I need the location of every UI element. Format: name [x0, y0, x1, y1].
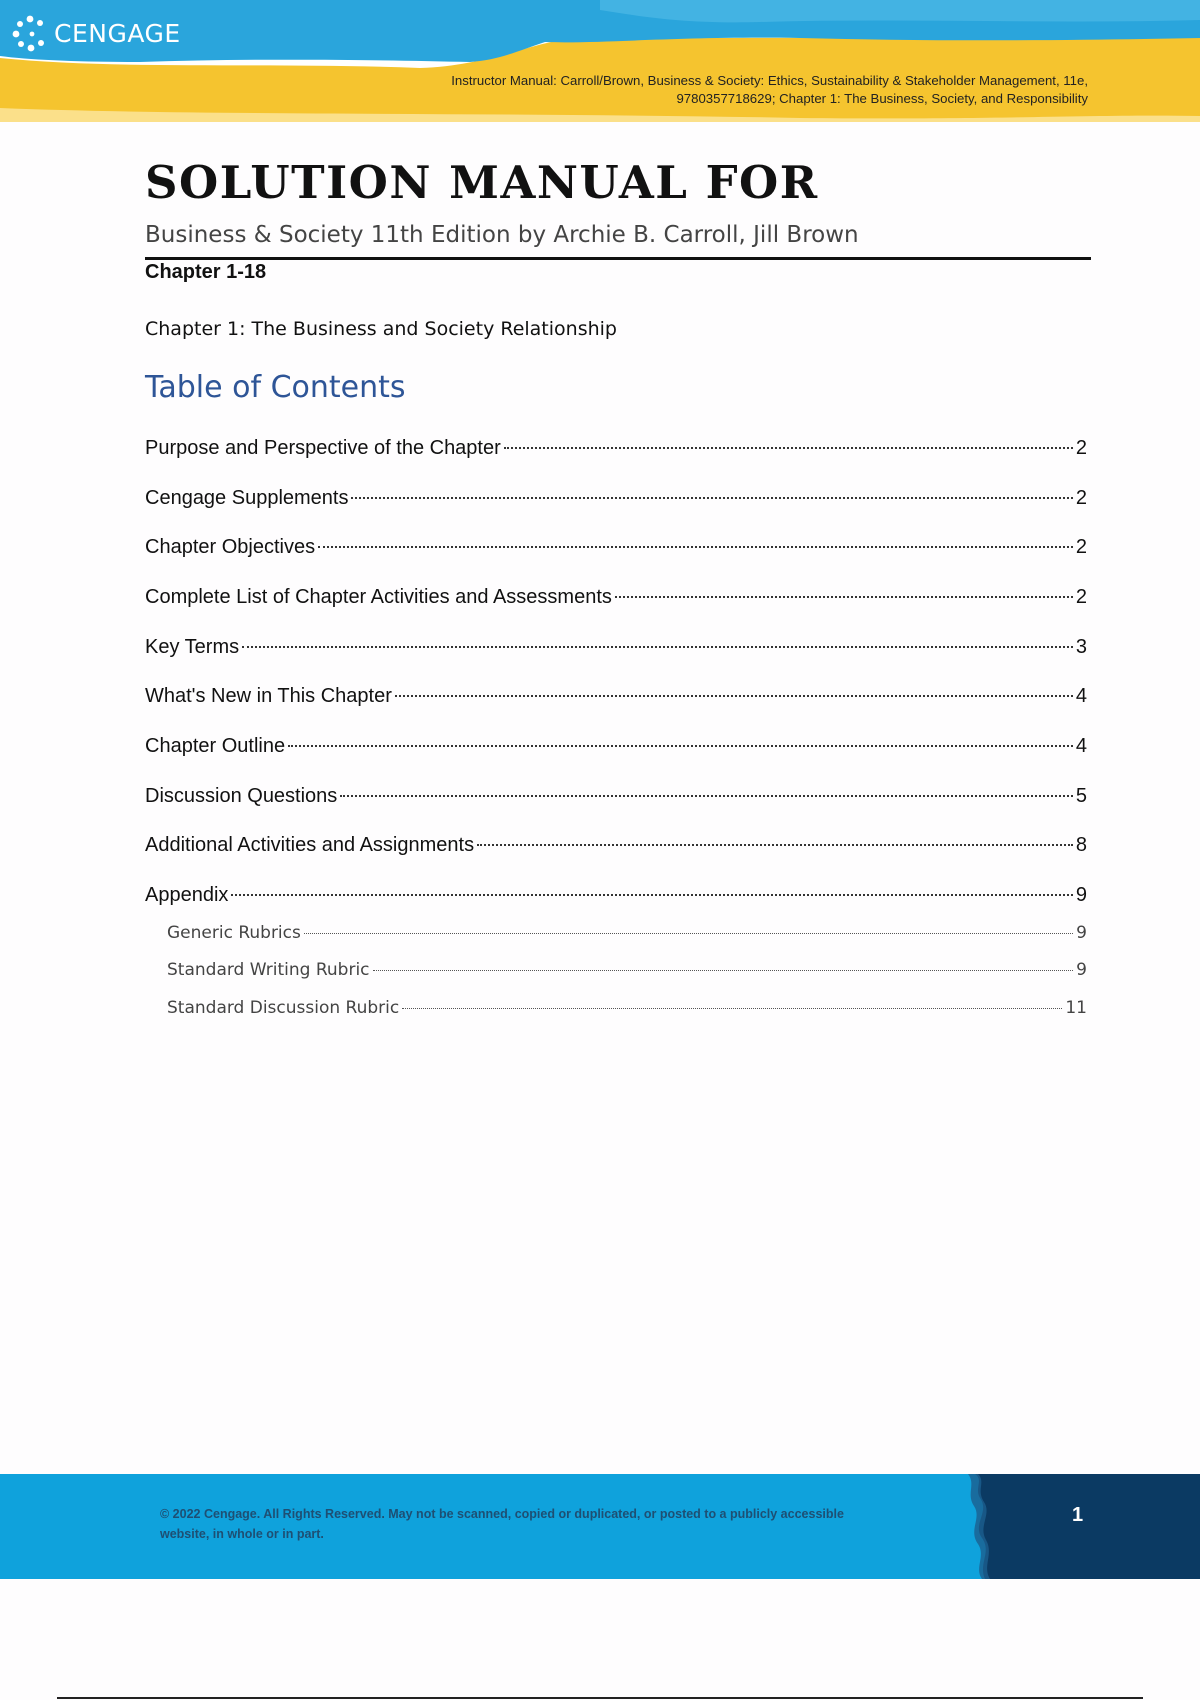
header-document-info	[228, 72, 1088, 108]
toc-entry-label: Appendix	[145, 884, 229, 906]
toc-subentry-page: 9	[1076, 960, 1087, 980]
toc-entry[interactable]	[145, 884, 1087, 907]
toc-leader	[477, 844, 1073, 846]
toc-entry-label: Key Terms	[145, 636, 240, 658]
toc-heading: Table of Contents	[145, 370, 406, 405]
toc-entry-label: Complete List of Chapter Activities and Assessments	[145, 586, 612, 608]
toc-leader	[351, 497, 1072, 499]
toc-entry-page: 9	[1075, 884, 1087, 906]
toc-entry[interactable]	[145, 487, 1087, 510]
page-header	[0, 0, 1200, 122]
header-meta-line: Instructor Manual: Carroll/Brown, Business & Society: Ethics, Sustainability & Stakeholder Management, 11e,	[451, 73, 1088, 88]
toc-leader	[288, 745, 1073, 747]
footer-copyright-line: © 2022 Cengage. All Rights Reserved. May not be scanned, copied or duplicated, or posted to a publicly accessible	[160, 1507, 844, 1521]
cengage-logo	[12, 14, 181, 52]
footer-copyright-line: website, in whole or in part.	[160, 1527, 324, 1541]
footer-copyright	[160, 1504, 950, 1544]
toc-entry[interactable]	[145, 685, 1087, 708]
toc-leader	[340, 795, 1073, 797]
toc-entry-label: Cengage Supplements	[145, 487, 349, 509]
document-title: SOLUTION MANUAL FOR	[145, 156, 819, 209]
toc-leader	[402, 1008, 1062, 1009]
bottom-divider	[57, 1697, 1143, 1699]
toc-entry-page: 2	[1075, 536, 1087, 558]
toc-leader	[504, 447, 1073, 449]
toc-entry[interactable]	[145, 437, 1087, 460]
toc-entry-label: Chapter Outline	[145, 735, 286, 757]
toc-entry[interactable]	[145, 735, 1087, 758]
header-meta-line: 9780357718629; Chapter 1: The Business, Society, and Responsibility	[676, 91, 1088, 106]
page-footer	[0, 1474, 1200, 1579]
toc-entry-label: Purpose and Perspective of the Chapter	[145, 437, 501, 459]
toc-subentry[interactable]	[167, 998, 1087, 1018]
toc-subentry-label: Standard Writing Rubric	[167, 960, 370, 980]
toc-subentry-label: Standard Discussion Rubric	[167, 998, 400, 1018]
toc-entry[interactable]	[145, 834, 1087, 857]
toc-entry[interactable]	[145, 636, 1087, 659]
toc-leader	[304, 933, 1073, 934]
document-subtitle: Business & Society 11th Edition by Archie B. Carroll, Jill Brown	[145, 222, 859, 248]
toc-subentry[interactable]	[167, 960, 1087, 980]
toc-subentry-label: Generic Rubrics	[167, 923, 301, 943]
cengage-logo-icon	[12, 14, 48, 52]
chapter-range: Chapter 1-18	[145, 261, 267, 283]
toc-subentry[interactable]	[167, 923, 1087, 943]
toc-leader	[615, 596, 1073, 598]
toc-leader	[395, 695, 1073, 697]
toc-entry-page: 4	[1075, 685, 1087, 707]
toc-entry-page: 2	[1075, 437, 1087, 459]
toc-leader	[231, 894, 1072, 896]
title-divider	[145, 257, 1091, 260]
toc-leader	[242, 646, 1073, 648]
toc-entry-page: 3	[1075, 636, 1087, 658]
toc-entry-page: 2	[1075, 586, 1087, 608]
logo-text: CENGAGE	[54, 18, 181, 48]
toc-subentry-page: 9	[1076, 923, 1087, 943]
toc-entry[interactable]	[145, 785, 1087, 808]
toc-entry-label: Chapter Objectives	[145, 536, 316, 558]
toc-entry-page: 5	[1075, 785, 1087, 807]
chapter-heading: Chapter 1: The Business and Society Relationship	[145, 318, 617, 340]
page-number: 1	[1072, 1504, 1084, 1526]
toc-entry-label: Discussion Questions	[145, 785, 338, 807]
toc-entry-page: 4	[1075, 735, 1087, 757]
toc-leader	[318, 546, 1073, 548]
toc-leader	[373, 970, 1074, 971]
toc-entry-label: Additional Activities and Assignments	[145, 834, 475, 856]
toc-entry-label: What's New in This Chapter	[145, 685, 392, 707]
toc-entry-page: 8	[1075, 834, 1087, 856]
toc-subentry-page: 11	[1065, 998, 1087, 1018]
toc-entry[interactable]	[145, 586, 1087, 609]
toc-entry-page: 2	[1075, 487, 1087, 509]
toc-entry[interactable]	[145, 536, 1087, 559]
